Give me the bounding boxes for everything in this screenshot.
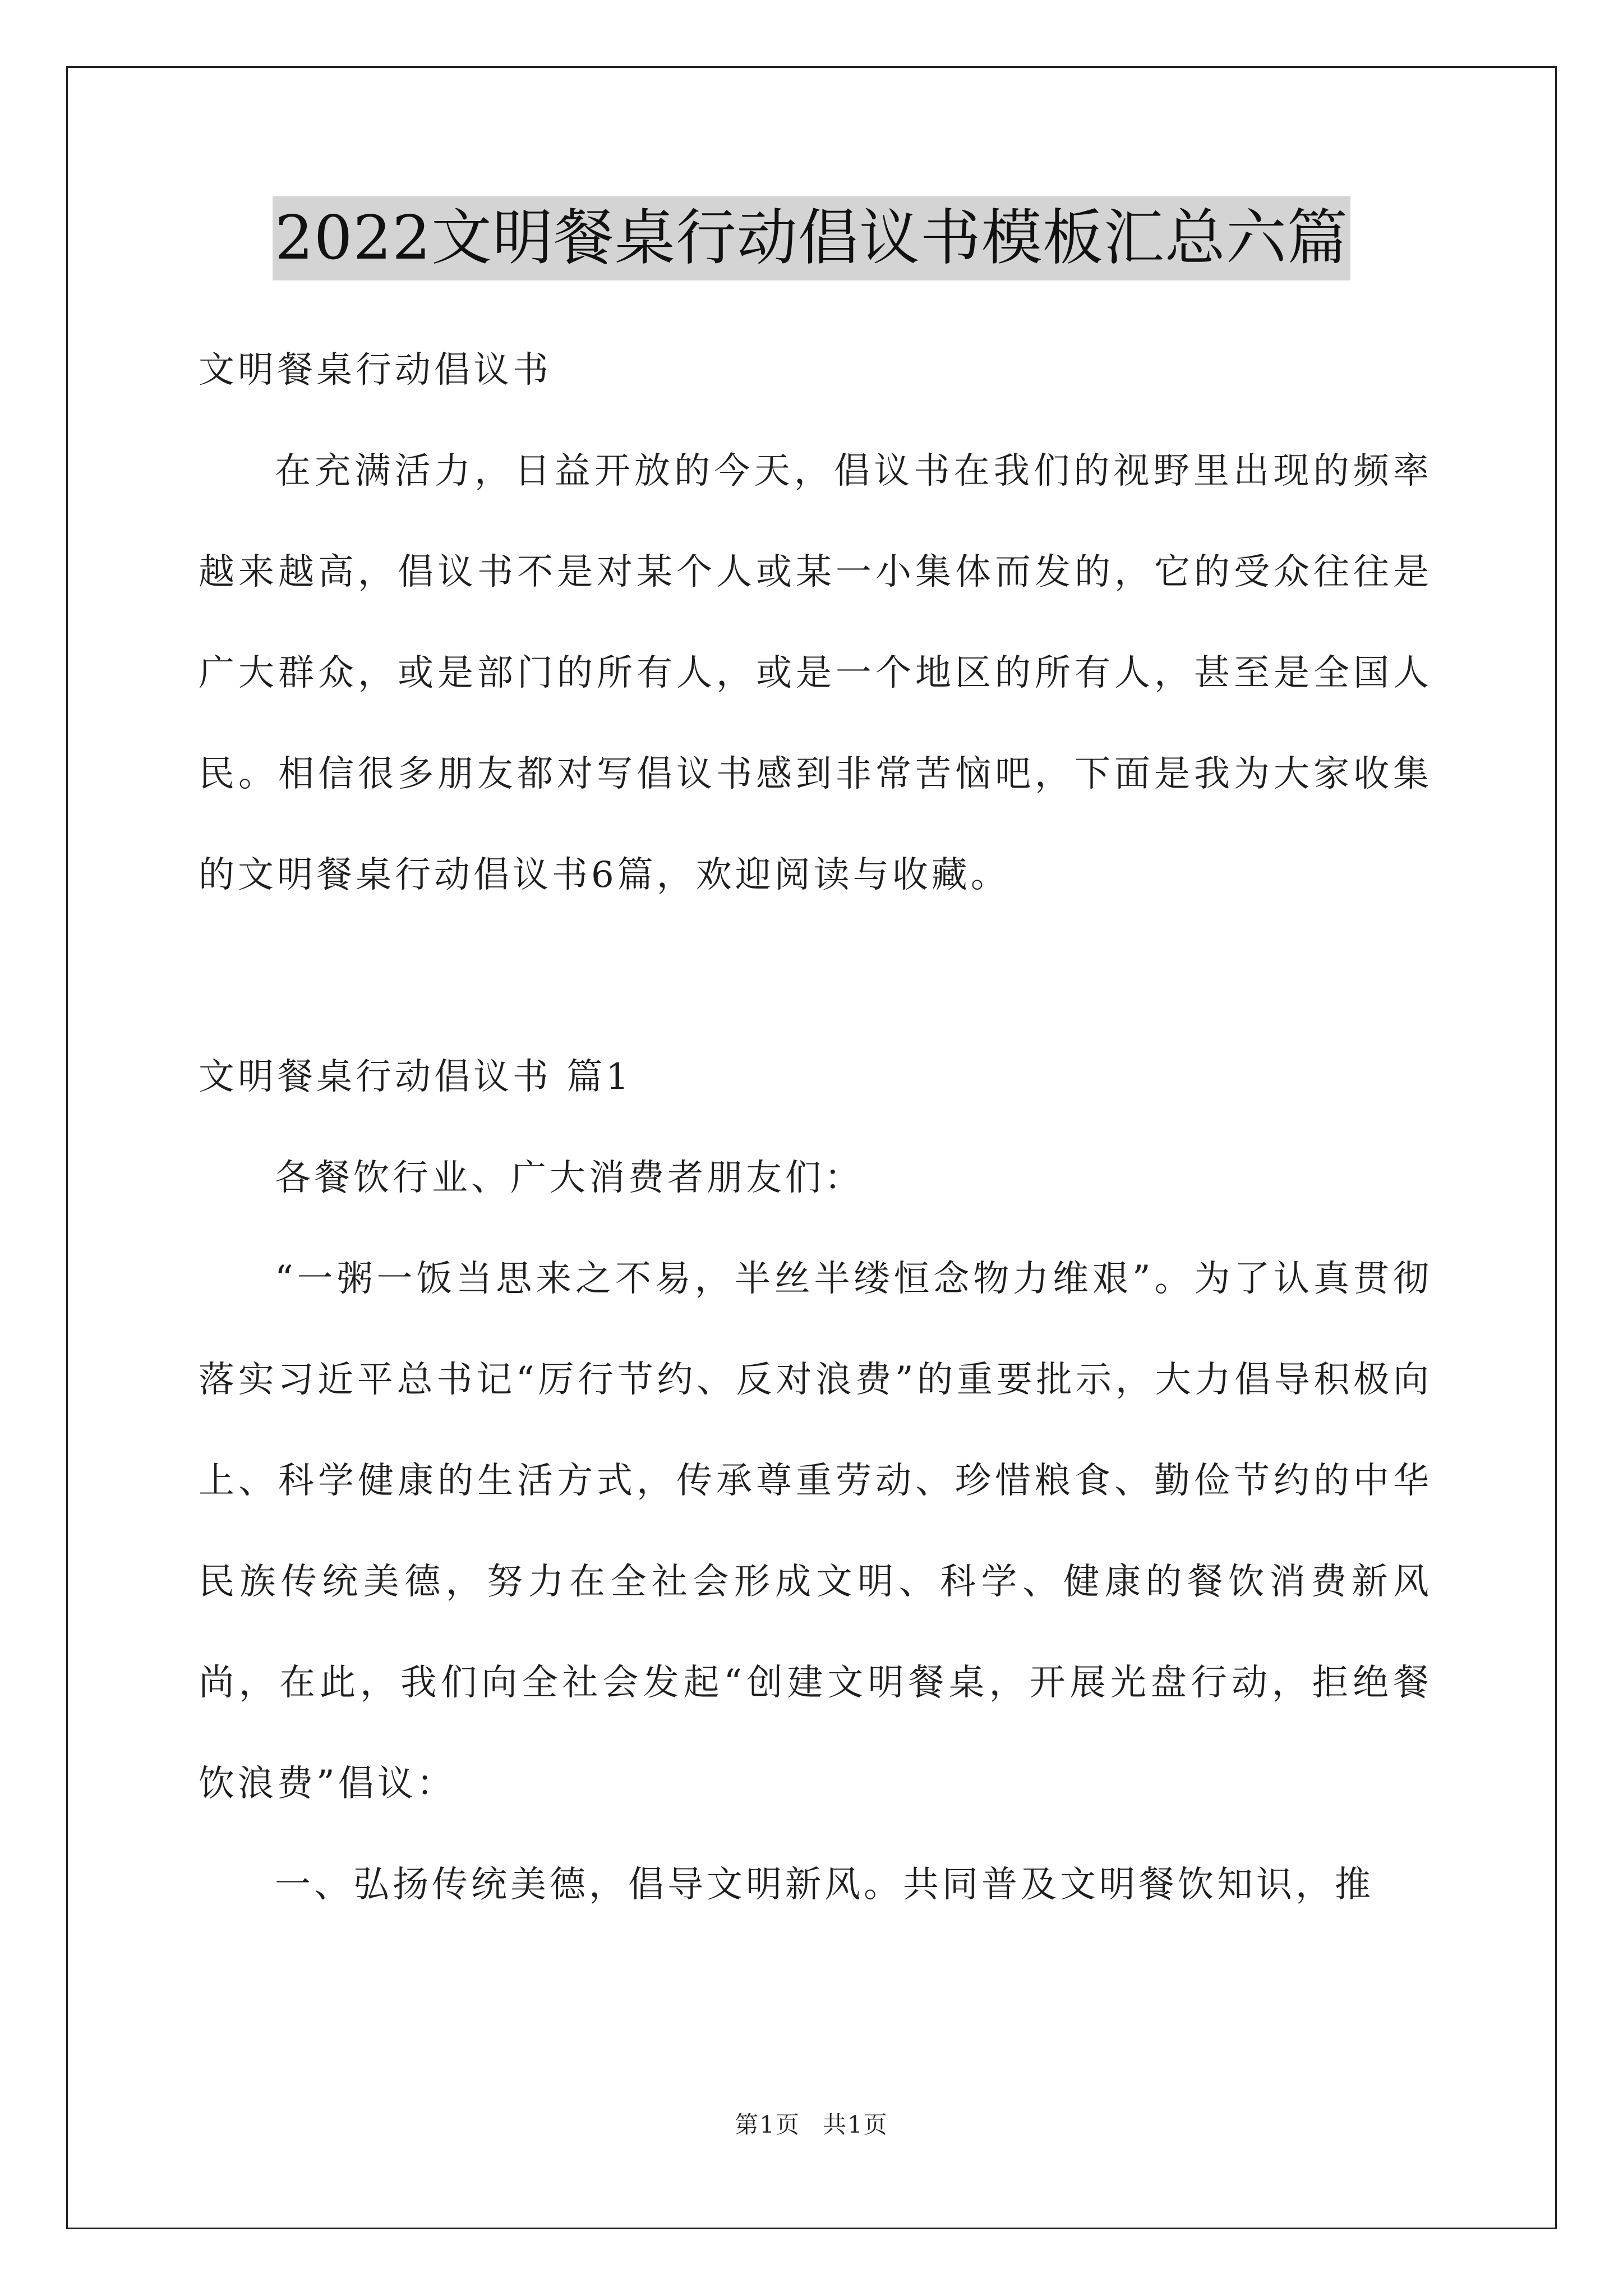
intro-paragraph: 在充满活力，日益开放的今天，倡议书在我们的视野里出现的频率越来越高，倡议书不是对某个人或某一小集体而发的，它的受众往往是广大群众，或是部门的所有人，或是一个地区的所有人，甚至是全国人民。相信很多朋友都对写倡议书感到非常苦恼吧，下面是我为大家收集的文明餐桌行动倡议书6篇，欢迎阅读与收藏。 [199,450,1432,896]
salutation: 各餐饮行业、广大消费者朋友们： [275,1157,864,1199]
document-title: 2022文明餐桌行动倡议书模板汇总六篇 [273,196,1350,280]
document-body [199,320,1432,1935]
page-number: 第1页 [735,2111,800,2138]
title-container [0,196,1623,280]
section-spacer [199,926,1432,1027]
section1-heading: 文明餐桌行动倡议书 篇1 [199,1056,633,1098]
page-total: 共1页 [823,2111,888,2138]
page-footer [0,2106,1623,2140]
intro-heading: 文明餐桌行动倡议书 [199,349,552,391]
body-paragraph-1: “一粥一饭当思来之不易，半丝半缕恒念物力维艰”。为了认真贯彻落实习近平总书记“厉行节约、反对浪费”的重要批示，大力倡导积极向上、科学健康的生活方式，传承尊重劳动、珍惜粮食、勤俭节约的中华民族传统美德，努力在全社会形成文明、科学、健康的餐饮消费新风尚，在此，我们向全社会发起“创建文明餐桌，开展光盘行动，拒绝餐饮浪费”倡议： [199,1258,1432,1805]
body-paragraph-2: 一、弘扬传统美德，倡导文明新风。共同普及文明餐饮知识，推 [275,1864,1374,1906]
